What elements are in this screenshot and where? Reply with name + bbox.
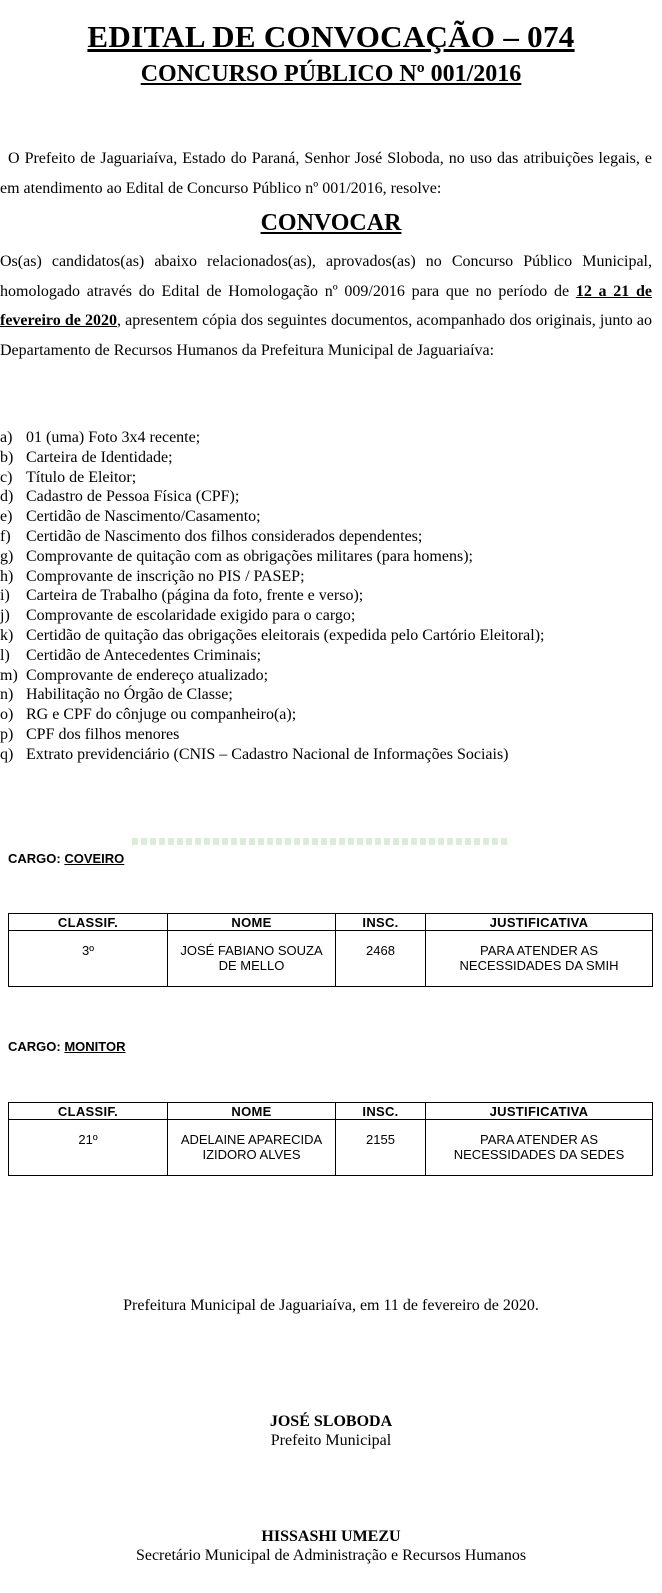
item-text: Título de Eleitor;	[26, 468, 137, 486]
item-text: Comprovante de quitação com as obrigações militares (para homens);	[26, 547, 473, 565]
list-item	[0, 745, 652, 765]
table-header-row	[9, 1103, 653, 1120]
intro-paragraph: O Prefeito de Jaguariaíva, Estado do Paraná, Senhor José Sloboda, no uso das atribuições legais, e em atendimento ao Edital de Concurso Público nº 001/2016, resolve:	[0, 150, 652, 197]
header-nome: NOME	[168, 1103, 336, 1120]
cargo-prefix: CARGO:	[8, 851, 61, 866]
item-text: CPF dos filhos menores	[26, 725, 180, 743]
cell-insc: 2155	[336, 1120, 426, 1176]
list-item	[0, 567, 652, 587]
list-item	[0, 606, 652, 626]
item-letter: a)	[0, 429, 13, 446]
item-letter: m)	[0, 666, 18, 684]
cell-nome	[168, 1120, 336, 1176]
item-text: RG e CPF do cônjuge ou companheiro(a);	[26, 706, 297, 724]
nome-line-1: ADELAINE APARECIDA	[180, 1132, 323, 1147]
header-insc: INSC.	[336, 914, 426, 931]
list-item	[0, 487, 652, 507]
item-letter: i)	[0, 587, 10, 605]
item-letter: e)	[0, 508, 13, 526]
nome-line-1: JOSÉ FABIANO SOUZA	[180, 943, 323, 958]
list-item	[0, 586, 652, 606]
item-letter: d)	[0, 488, 14, 506]
cargo-label-coveiro	[8, 851, 124, 866]
item-text: Comprovante de endereço atualizado;	[26, 666, 269, 684]
nome-line-2: IZIDORO ALVES	[202, 1147, 301, 1162]
item-letter: k)	[0, 626, 14, 644]
item-letter: h)	[0, 567, 14, 585]
item-letter: q)	[0, 745, 14, 763]
list-item	[0, 666, 652, 686]
candidates-table-coveiro	[8, 913, 653, 987]
place-and-date: Prefeitura Municipal de Jaguariaíva, em 11 de fevereiro de 2020.	[123, 1297, 539, 1314]
list-item	[0, 448, 652, 468]
document-title: EDITAL DE CONVOCAÇÃO – 074	[87, 19, 575, 54]
header-justificativa: JUSTIFICATIVA	[426, 914, 653, 931]
item-text: Comprovante de escolaridade exigido para o cargo;	[26, 607, 356, 625]
item-letter: g)	[0, 547, 14, 565]
item-text: Carteira de Identidade;	[26, 448, 173, 466]
item-letter: b)	[0, 448, 14, 466]
list-item	[0, 646, 652, 666]
signatory-name: HISSASHI UMEZU	[261, 1528, 401, 1545]
signature-block-secretary	[0, 1527, 662, 1565]
cell-nome	[168, 931, 336, 987]
cargo-prefix: CARGO:	[8, 1039, 61, 1054]
item-text: Certidão de Antecedentes Criminais;	[26, 646, 262, 664]
body-paragraph	[0, 247, 652, 365]
signatory-role: Prefeito Municipal	[270, 1432, 392, 1449]
just-line-2: NECESSIDADES DA SMIH	[459, 958, 619, 973]
item-letter: f)	[0, 527, 11, 545]
list-item	[0, 685, 652, 705]
item-text: Habilitação no Órgão de Classe;	[26, 686, 233, 704]
item-letter: l)	[0, 646, 10, 664]
item-text: Comprovante de inscrição no PIS / PASEP;	[26, 567, 305, 585]
item-text: Cadastro de Pessoa Física (CPF);	[26, 488, 240, 506]
item-text: Certidão de quitação das obrigações eleitorais (expedida pelo Cartório Eleitoral);	[26, 626, 545, 644]
convocation-period: 12 a 21 de fevereiro de 2020	[0, 282, 653, 329]
header-classif: CLASSIF.	[9, 1103, 168, 1120]
just-line-1: PARA ATENDER AS	[479, 1132, 598, 1147]
cell-classif: 21º	[9, 1120, 168, 1176]
header-insc: INSC.	[336, 1103, 426, 1120]
body-text-end: , apresentem cópia dos seguintes documentos, acompanhado dos originais, junto ao Departamento de Recursos Humanos da Prefeitura Municipal de Jaguariaíva:	[0, 312, 653, 359]
list-item	[0, 626, 652, 646]
item-text: Certidão de Nascimento/Casamento;	[26, 508, 261, 526]
cargo-label-monitor	[8, 1039, 126, 1054]
item-text: Carteira de Trabalho (página da foto, frente e verso);	[26, 587, 364, 605]
cell-insc: 2468	[336, 931, 426, 987]
table-row	[9, 931, 653, 987]
list-item	[0, 428, 652, 448]
list-item	[0, 468, 652, 488]
nome-line-2: DE MELLO	[218, 958, 285, 973]
item-text: Certidão de Nascimento dos filhos considerados dependentes;	[26, 527, 423, 545]
signatory-name: JOSÉ SLOBODA	[269, 1413, 393, 1430]
just-line-1: PARA ATENDER AS	[479, 943, 598, 958]
cell-justificativa	[426, 1120, 653, 1176]
item-letter: o)	[0, 706, 14, 724]
convocar-heading: CONVOCAR	[260, 210, 402, 236]
signature-block-mayor	[0, 1412, 662, 1450]
item-letter: p)	[0, 725, 14, 743]
cell-classif: 3º	[9, 931, 168, 987]
header-nome: NOME	[168, 914, 336, 931]
list-item	[0, 507, 652, 527]
signatory-role: Secretário Municipal de Administração e Recursos Humanos	[135, 1547, 527, 1564]
list-item	[0, 527, 652, 547]
cell-justificativa	[426, 931, 653, 987]
list-item	[0, 705, 652, 725]
list-item	[0, 725, 652, 745]
item-text: Extrato previdenciário (CNIS – Cadastro Nacional de Informações Sociais)	[26, 745, 509, 763]
document-subtitle: CONCURSO PÚBLICO Nº 001/2016	[140, 61, 522, 87]
document-list	[0, 428, 652, 765]
table-row	[9, 1120, 653, 1176]
body-text-start: Os(as) candidatos(as) abaixo relacionados(as), aprovados(as) no Concurso Público Municipal, homologado através do Edital de Homologação nº 009/2016 para que no período de	[0, 253, 652, 300]
table-header-row	[9, 914, 653, 931]
cargo-value: MONITOR	[64, 1039, 126, 1054]
faded-watermark-strip	[132, 838, 510, 845]
item-letter: n)	[0, 686, 14, 704]
cargo-value: COVEIRO	[64, 851, 125, 866]
candidates-table-monitor	[8, 1102, 653, 1176]
just-line-2: NECESSIDADES DA SEDES	[453, 1147, 625, 1162]
header-justificativa: JUSTIFICATIVA	[426, 1103, 653, 1120]
header-classif: CLASSIF.	[9, 914, 168, 931]
item-text: 01 (uma) Foto 3x4 recente;	[26, 429, 201, 446]
item-letter: j)	[0, 607, 10, 625]
item-letter: c)	[0, 468, 13, 486]
list-item	[0, 547, 652, 567]
